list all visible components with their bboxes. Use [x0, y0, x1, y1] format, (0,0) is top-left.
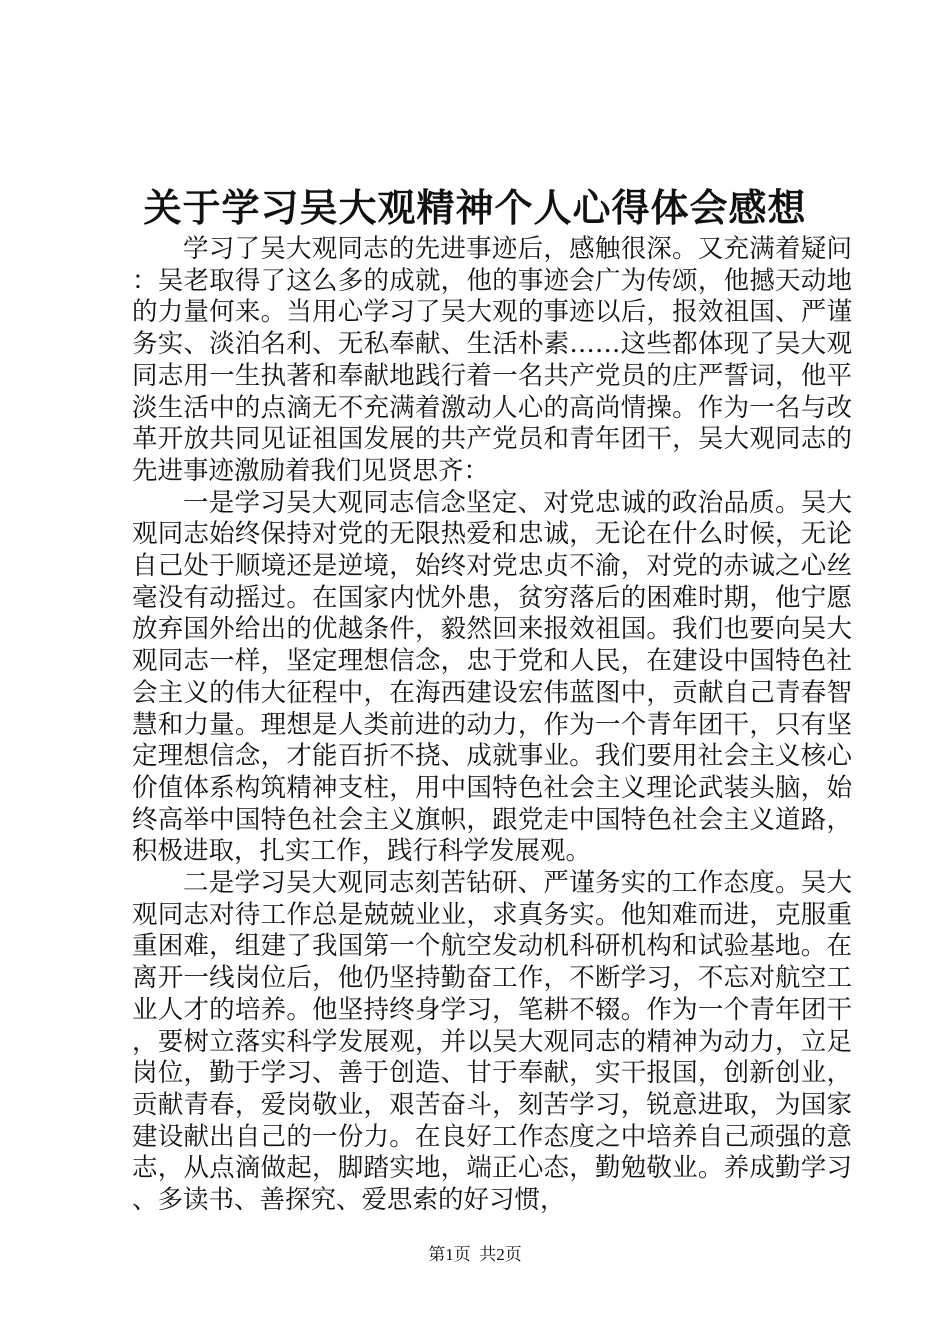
document-title: 关于学习吴大观精神个人心得体会感想: [143, 185, 807, 230]
paragraph-intro: 学习了吴大观同志的先进事迹后，感触很深。又充满着疑问：吴老取得了这么多的成就，他的事迹会广为传颂，他撼天动地的力量何来。当用心学习了吴大观的事迹以后，报效祖国、严谨务实、淡泊名利、无私奉献、生活朴素……这些都体现了吴大观同志用一生执著和奉献地践行着一名共产党员的庄严誓词，他平淡生活中的点滴无不充满着激动人心的高尚情操。作为一名与改革开放共同见证祖国发展的共产党员和青年团干，吴大观同志的先进事迹激励着我们见贤思齐：: [132, 234, 852, 486]
page-number-label: 第1页 共2页: [428, 1245, 522, 1264]
paragraph-point-one: 一是学习吴大观同志信念坚定、对党忠诚的政治品质。吴大观同志始终保持对党的无限热爱和忠诚，无论在什么时候，无论自己处于顺境还是逆境，始终对党忠贞不渝，对党的赤诚之心丝毫没有动摇过。在国家内忧外患，贫穷落后的困难时期，他宁愿放弃国外给出的优越条件，毅然回来报效祖国。我们也要向吴大观同志一样，坚定理想信念，忠于党和人民，在建设中国特色社会主义的伟大征程中，在海西建设宏伟蓝图中，贡献自己青春智慧和力量。理想是人类前进的动力，作为一个青年团干，只有坚定理想信念，才能百折不挠、成就事业。我们要用社会主义核心价值体系构筑精神支柱，用中国特色社会主义理论武装头脑，始终高举中国特色社会主义旗帜，跟党走中国特色社会主义道路，积极进取，扎实工作，践行科学发展观。: [132, 487, 852, 867]
document-body: [132, 234, 852, 1217]
page-footer: [0, 1244, 950, 1266]
paragraph-point-two: 二是学习吴大观同志刻苦钻研、严谨务实的工作态度。吴大观同志对待工作总是兢兢业业，求真务实。他知难而进，克服重重困难，组建了我国第一个航空发动机科研机构和试验基地。在离开一线岗位后，他仍坚持勤奋工作，不断学习，不忘对航空工业人才的培养。他坚持终身学习，笔耕不辍。作为一个青年团干，要树立落实科学发展观，并以吴大观同志的精神为动力，立足岗位，勤于学习、善于创造、甘于奉献，实干报国，创新创业，贡献青春，爱岗敬业，艰苦奋斗，刻苦学习，锐意进取，为国家建设献出自己的一份力。在良好工作态度之中培养自己顽强的意志，从点滴做起，脚踏实地，端正心态，勤勉敬业。养成勤学习、多读书、善探究、爱思索的好习惯，: [132, 868, 852, 1216]
